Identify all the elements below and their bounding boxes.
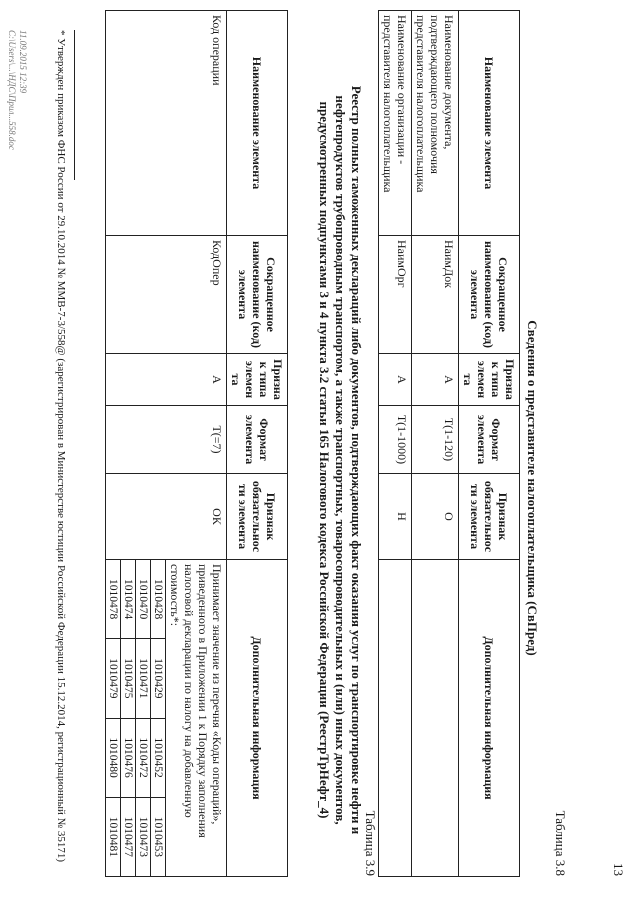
table-3-9-title: Реестр полных таможенных деклараций либо документов, подтверждающих факт оказания услуг по транспортировке нефти и нефтепродуктов трубопроводным транспортом, а также транспортных, товаросопроводительных и (или) иных документов, предусмотренных подпунктами 3 и 4 пункта 3.2 статьи 165 Налогового кодекса Российской Федерации (РеестрТрНефт_4) (317, 85, 364, 835)
table-row (379, 11, 412, 877)
header-additional-info: Дополнительная информация (459, 560, 520, 877)
operation-code: 1010453 (151, 798, 166, 876)
table-3-9 (105, 10, 288, 877)
operation-code: 1010481 (106, 798, 121, 876)
operation-code: 1010480 (106, 719, 121, 798)
codes-row (136, 560, 151, 876)
page-number: 13 (611, 863, 626, 876)
operation-code: 1010477 (121, 798, 136, 876)
cell-format: Т(1-1000) (379, 406, 412, 474)
cell-type: А (412, 354, 459, 406)
cell-code: НаимОрг (379, 236, 412, 354)
cell-type: А (379, 354, 412, 406)
header-element-required: Признак обязательности элемента (227, 474, 288, 560)
cell-required: Н (379, 474, 412, 560)
table-header-row (227, 11, 288, 877)
cell-format: Т(1-120) (412, 406, 459, 474)
cell-format: Т(=7) (106, 406, 227, 474)
table-3-8-label: Таблица 3.8 (553, 810, 568, 876)
operation-code: 1010474 (121, 560, 136, 639)
operation-code: 1010471 (136, 639, 151, 718)
table-3-8 (378, 10, 520, 877)
cell-name: Код операции (106, 11, 227, 236)
operation-code: 1010473 (136, 798, 151, 876)
table-row (106, 11, 227, 877)
operation-codes-grid (106, 560, 166, 876)
cell-code: НаимДок (412, 236, 459, 354)
cell-type: А (106, 354, 227, 406)
info-text: Принимает значение из перечня «Коды операций», приведенного в Приложении 1 к Порядку заполнения налоговой декларации по налогу на добавленную стоимость*: (168, 564, 224, 838)
header-element-type: Признак типа элемента (227, 354, 288, 406)
cell-name: Наименование документа, подтверждающего полномочия представителя налогоплательщика (412, 11, 459, 236)
cell-info (379, 560, 412, 877)
header-element-name: Наименование элемента (227, 11, 288, 236)
table-row (412, 11, 459, 877)
footnote-divider (74, 30, 75, 180)
operation-code: 1010452 (151, 719, 166, 798)
header-additional-info: Дополнительная информация (227, 560, 288, 877)
header-element-required: Признак обязательности элемента (459, 474, 520, 560)
header-element-type: Признак типа элемента (459, 354, 520, 406)
cell-required: О (412, 474, 459, 560)
table-3-9-label: Таблица 3.9 (363, 810, 378, 876)
header-element-code: Сокращенное наименование (код) элемента (227, 236, 288, 354)
file-stamp: 11.09.2015 12:39 С:\Users\...\НДС\Прил...558.doc (7, 30, 28, 150)
cell-info (412, 560, 459, 877)
cell-info (106, 560, 227, 877)
header-element-name: Наименование элемента (459, 11, 520, 236)
operation-code: 1010470 (136, 560, 151, 639)
cell-name: Наименование организации - представителя налогоплательщика (379, 11, 412, 236)
codes-row (121, 560, 136, 876)
table-3-8-title: Сведения о представителе налогоплательщика (СвПред) (525, 320, 540, 656)
operation-code: 1010479 (106, 639, 121, 718)
header-element-code: Сокращенное наименование (код) элемента (459, 236, 520, 354)
operation-code: 1010475 (121, 639, 136, 718)
operation-code: 1010478 (106, 560, 121, 639)
operation-code: 1010428 (151, 560, 166, 639)
operation-code: 1010472 (136, 719, 151, 798)
cell-required: ОК (106, 474, 227, 560)
operation-code: 1010476 (121, 719, 136, 798)
header-element-format: Формат элемента (459, 406, 520, 474)
operation-code: 1010429 (151, 639, 166, 718)
codes-row (151, 560, 166, 876)
codes-row (106, 560, 121, 876)
footnote: * Утвержден приказом ФНС России от 29.10.2014 № ММВ-7-3/558@ (зарегистрирован в Министерстве юстиции Российской Федерации 15.12.2014, регистрационный № 35171) (55, 30, 67, 863)
table-header-row (459, 11, 520, 877)
cell-code: КодОпер (106, 236, 227, 354)
header-element-format: Формат элемента (227, 406, 288, 474)
